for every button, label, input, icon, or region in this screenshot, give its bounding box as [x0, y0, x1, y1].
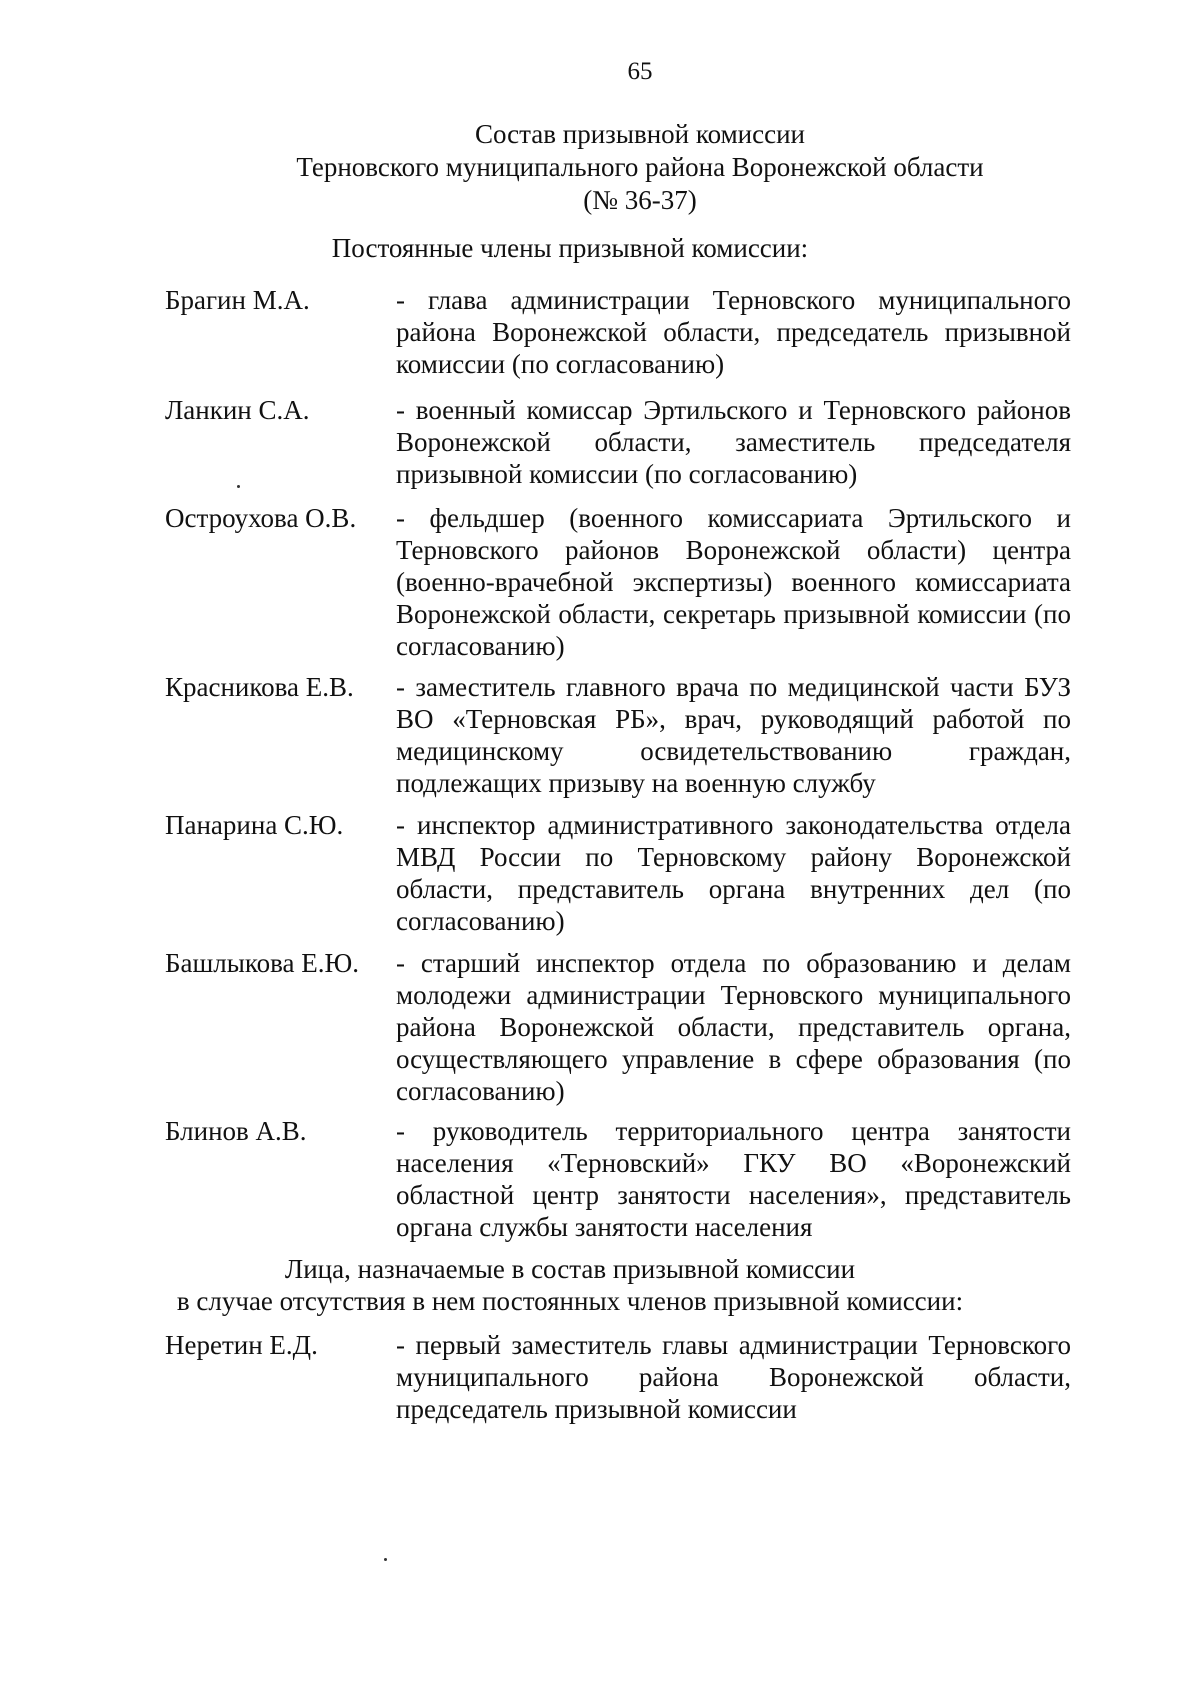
scan-speck: [384, 1558, 387, 1561]
member-name: Брагин М.А.: [165, 285, 310, 315]
member-name: Ланкин С.А.: [165, 395, 310, 425]
member-name: Башлыкова Е.Ю.: [165, 948, 360, 978]
scan-speck: [237, 485, 240, 488]
member-role: - фельдшер (военного комиссариата Эртильского и Терновского районов Воронежской области) центра (военно-врачебной экспертизы) военного комиссариата Воронежской области, секретарь призывной комиссии (по согласованию): [396, 503, 1071, 661]
title-line-1: Состав призывной комиссии: [474, 119, 805, 149]
member-name: Неретин Е.Д.: [165, 1330, 318, 1360]
document-title: [0, 118, 1200, 217]
member-name: Панарина С.Ю.: [165, 810, 344, 840]
member-role: - военный комиссар Эртильского и Терновского районов Воронежской области, заместитель председателя призывной комиссии (по согласованию): [396, 395, 1071, 489]
member-name: Красникова Е.В.: [165, 672, 354, 702]
member-role: - инспектор административного законодательства отдела МВД России по Терновскому району Воронежской области, представитель органа внутренних дел (по согласованию): [396, 810, 1071, 936]
member-role: - первый заместитель главы администрации Терновского муниципального района Воронежской области, председатель призывной комиссии: [396, 1330, 1071, 1424]
title-line-3: (№ 36-37): [583, 185, 697, 215]
section-heading-permanent-members: Постоянные члены призывной комиссии:: [331, 233, 809, 263]
page-number: 65: [627, 58, 653, 85]
section-heading-substitute-members: [0, 1253, 1140, 1317]
member-name: Остроухова О.В.: [165, 503, 357, 533]
member-role: - руководитель территориального центра занятости населения «Терновский» ГКУ ВО «Воронежский областной центр занятости населения», представитель органа службы занятости населения: [396, 1116, 1071, 1242]
section-heading-line-1: Лица, назначаемые в состав призывной комиссии: [284, 1254, 856, 1284]
member-role: - глава администрации Терновского муниципального района Воронежской области, председатель призывной комиссии (по согласованию): [396, 285, 1071, 379]
member-role: - старший инспектор отдела по образованию и делам молодежи администрации Терновского муниципального района Воронежской области, представитель органа, осуществляющего управление в сфере образования (по согласованию): [396, 948, 1071, 1106]
title-line-2: Терновского муниципального района Воронежской области: [296, 152, 984, 182]
member-role: - заместитель главного врача по медицинской части БУЗ ВО «Терновская РБ», врач, руководящий работой по медицинскому освидетельствованию граждан, подлежащих призыву на военную службу: [396, 672, 1071, 798]
section-heading-line-2: в случае отсутствия в нем постоянных членов призывной комиссии:: [176, 1286, 964, 1316]
member-name: Блинов А.В.: [165, 1116, 307, 1146]
